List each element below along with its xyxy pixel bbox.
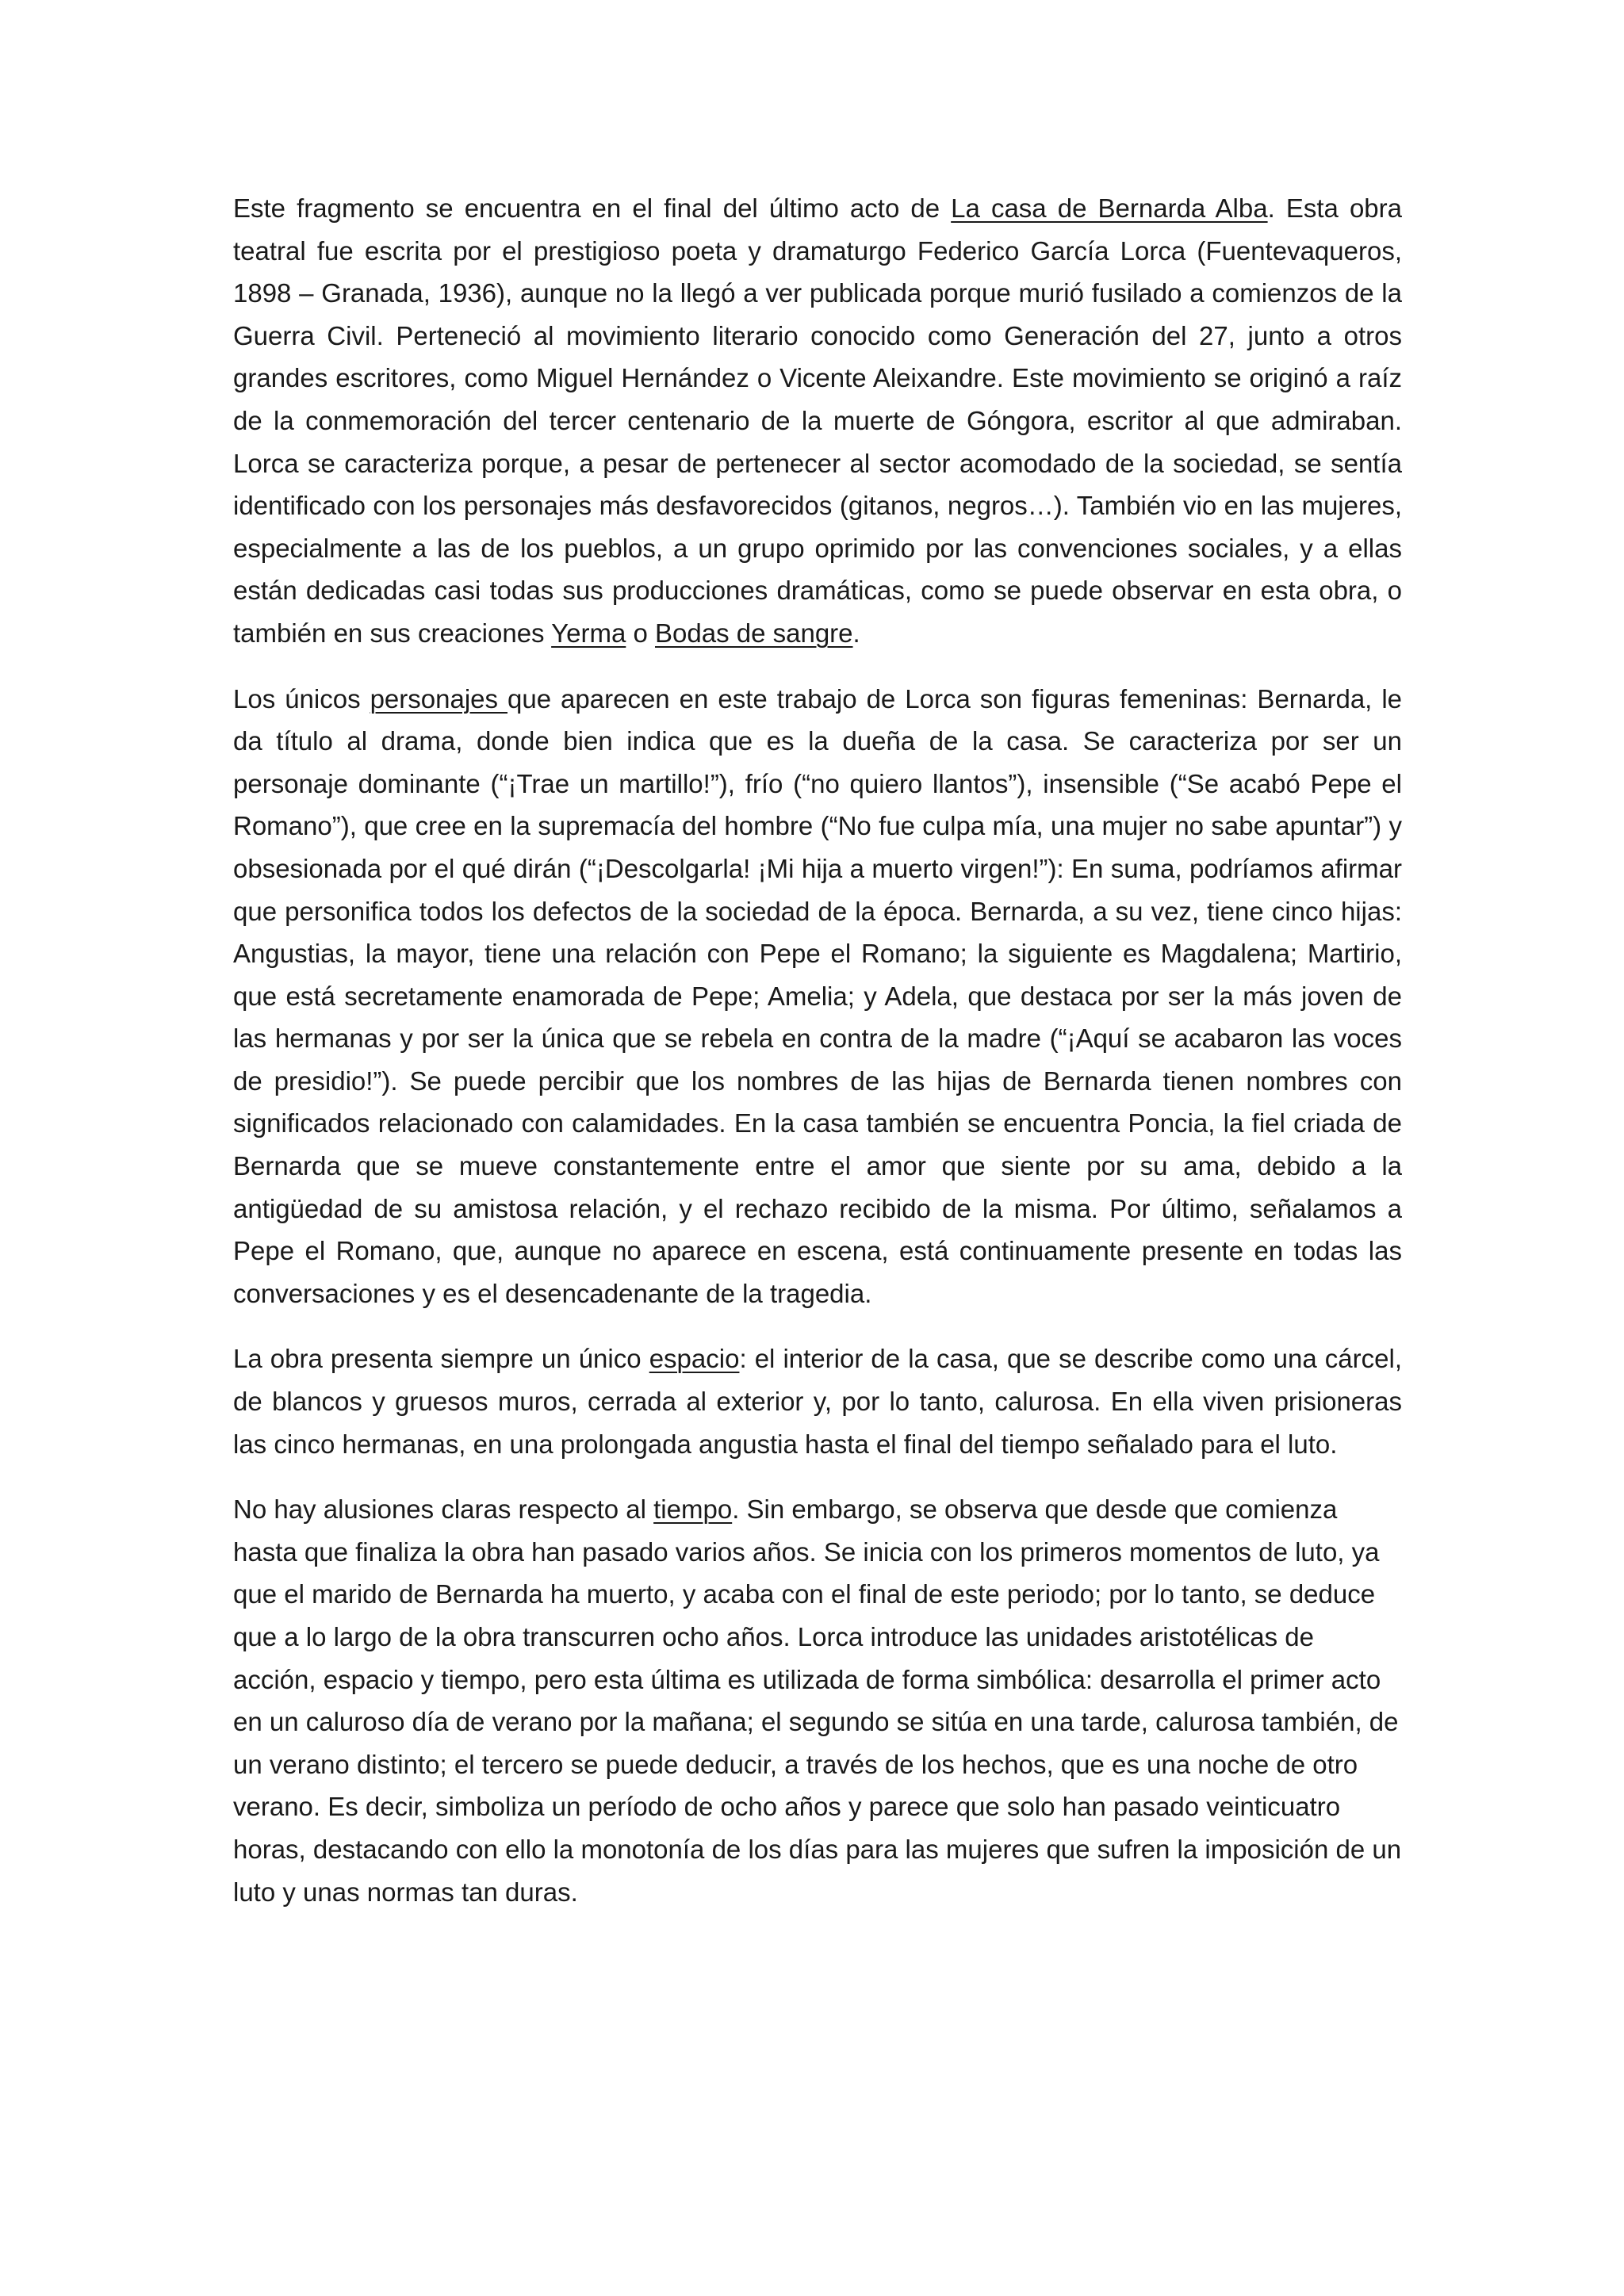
keyword-tiempo: tiempo <box>653 1494 733 1525</box>
text-run: . Sin embargo, se observa que desde que comienza hasta que finaliza la obra han pasado varios años. Se inicia con los primeros momentos de luto, ya que el marido de Bernarda ha muerto, y acaba con el final de este periodo; por lo tanto, se deduce que a lo largo de la obra transcurren ocho años. Lorca introduce las unidades aristotélicas de acción, espacio y tiempo, pero esta última es utilizada de forma simbólica: desarrolla el primer acto en un caluroso día de verano por la mañana; el segundo se sitúa en una tarde, calurosa también, de un verano distinto; el tercero se puede deducir, a través de los hechos, que es una noche de otro verano. Es decir, simboliza un período de ocho años y parece que solo han pasado veinticuatro horas, destacando con ello la monotonía de los días para las mujeres que sufren la imposición de un luto y unas normas tan duras. <box>233 1494 1402 1907</box>
text-run: No hay alusiones claras respecto al <box>233 1494 654 1525</box>
work-title-yerma: Yerma <box>551 618 626 648</box>
text-run: Los únicos <box>233 683 370 714</box>
paragraph-introduction <box>233 187 1402 655</box>
work-title-bodas-de-sangre: Bodas de sangre <box>655 618 853 648</box>
paragraph-personajes <box>233 678 1402 1315</box>
paragraph-espacio <box>233 1337 1402 1465</box>
text-run: : el interior de la casa, que se describe como una cárcel, de blancos y gruesos muros, cerrada al exterior y, por lo tanto, calurosa. En ella viven prisioneras las cinco hermanas, en una prolongada angustia hasta el final del tiempo señalado para el luto. <box>233 1344 1403 1459</box>
text-run: Este fragmento se encuentra en el final del último acto de <box>233 193 952 223</box>
text-run: La obra presenta siempre un único <box>233 1344 649 1374</box>
document-body <box>233 187 1402 1936</box>
keyword-personajes: personajes <box>370 683 508 714</box>
work-title-la-casa-de-bernarda-alba: La casa de Bernarda Alba <box>951 193 1268 223</box>
text-run: . Esta obra teatral fue escrita por el prestigioso poeta y dramaturgo Federico García Lorca (Fuentevaqueros, 1898 – Granada, 1936), aunque no la llegó a ver publicada porque murió fusilado a comienzos de la Guerra Civil. Perteneció al movimiento literario conocido como Generación del 27, junto a otros grandes escritores, como Miguel Hernández o Vicente Aleixandre. Este movimiento se originó a raíz de la conmemoración del tercer centenario de la muerte de Góngora, escritor al que admiraban. Lorca se caracteriza porque, a pesar de pertenecer al sector acomodado de la sociedad, se sentía identificado con los personajes más desfavorecidos (gitanos, negros…). También vio en las mujeres, especialmente a las de los pueblos, a un grupo oprimido por las convenciones sociales, y a ellas están dedicadas casi todas sus producciones dramáticas, como se puede observar en esta obra, o también en sus creaciones <box>233 193 1402 648</box>
keyword-espacio: espacio <box>649 1344 740 1374</box>
text-run: o <box>626 618 655 648</box>
text-run: que aparecen en este trabajo de Lorca son figuras femeninas: Bernarda, le da título al drama, donde bien indica que es la dueña de la casa. Se caracteriza por ser un personaje dominante (“¡Trae un martillo!”), frío (“no quiero llantos”), insensible (“Se acabó Pepe el Romano”), que cree en la supremacía del hombre (“No fue culpa mía, una mujer no sabe apuntar”) y obsesionada por el qué dirán (“¡Descolgarla! ¡Mi hija a muerto virgen!”): En suma, podríamos afirmar que personifica todos los defectos de la sociedad de la época. Bernarda, a su vez, tiene cinco hijas: Angustias, la mayor, tiene una relación con Pepe el Romano; la siguiente es Magdalena; Martirio, que está secretamente enamorada de Pepe; Amelia; y Adela, que destaca por ser la más joven de las hermanas y por ser la única que se rebela en contra de la madre (“¡Aquí se acabaron las voces de presidio!”). Se puede percibir que los nombres de las hijas de Bernarda tienen nombres con significados relacionado con calamidades. En la casa también se encuentra Poncia, la fiel criada de Bernarda que se mueve constantemente entre el amor que siente por su ama, debido a la antigüedad de su amistosa relación, y el rechazo recibido de la misma. Por último, señalamos a Pepe el Romano, que, aunque no aparece en escena, está continuamente presente en todas las conversaciones y es el desencadenante de la tragedia. <box>233 683 1403 1308</box>
paragraph-tiempo <box>233 1488 1402 1913</box>
text-run: . <box>852 618 860 648</box>
